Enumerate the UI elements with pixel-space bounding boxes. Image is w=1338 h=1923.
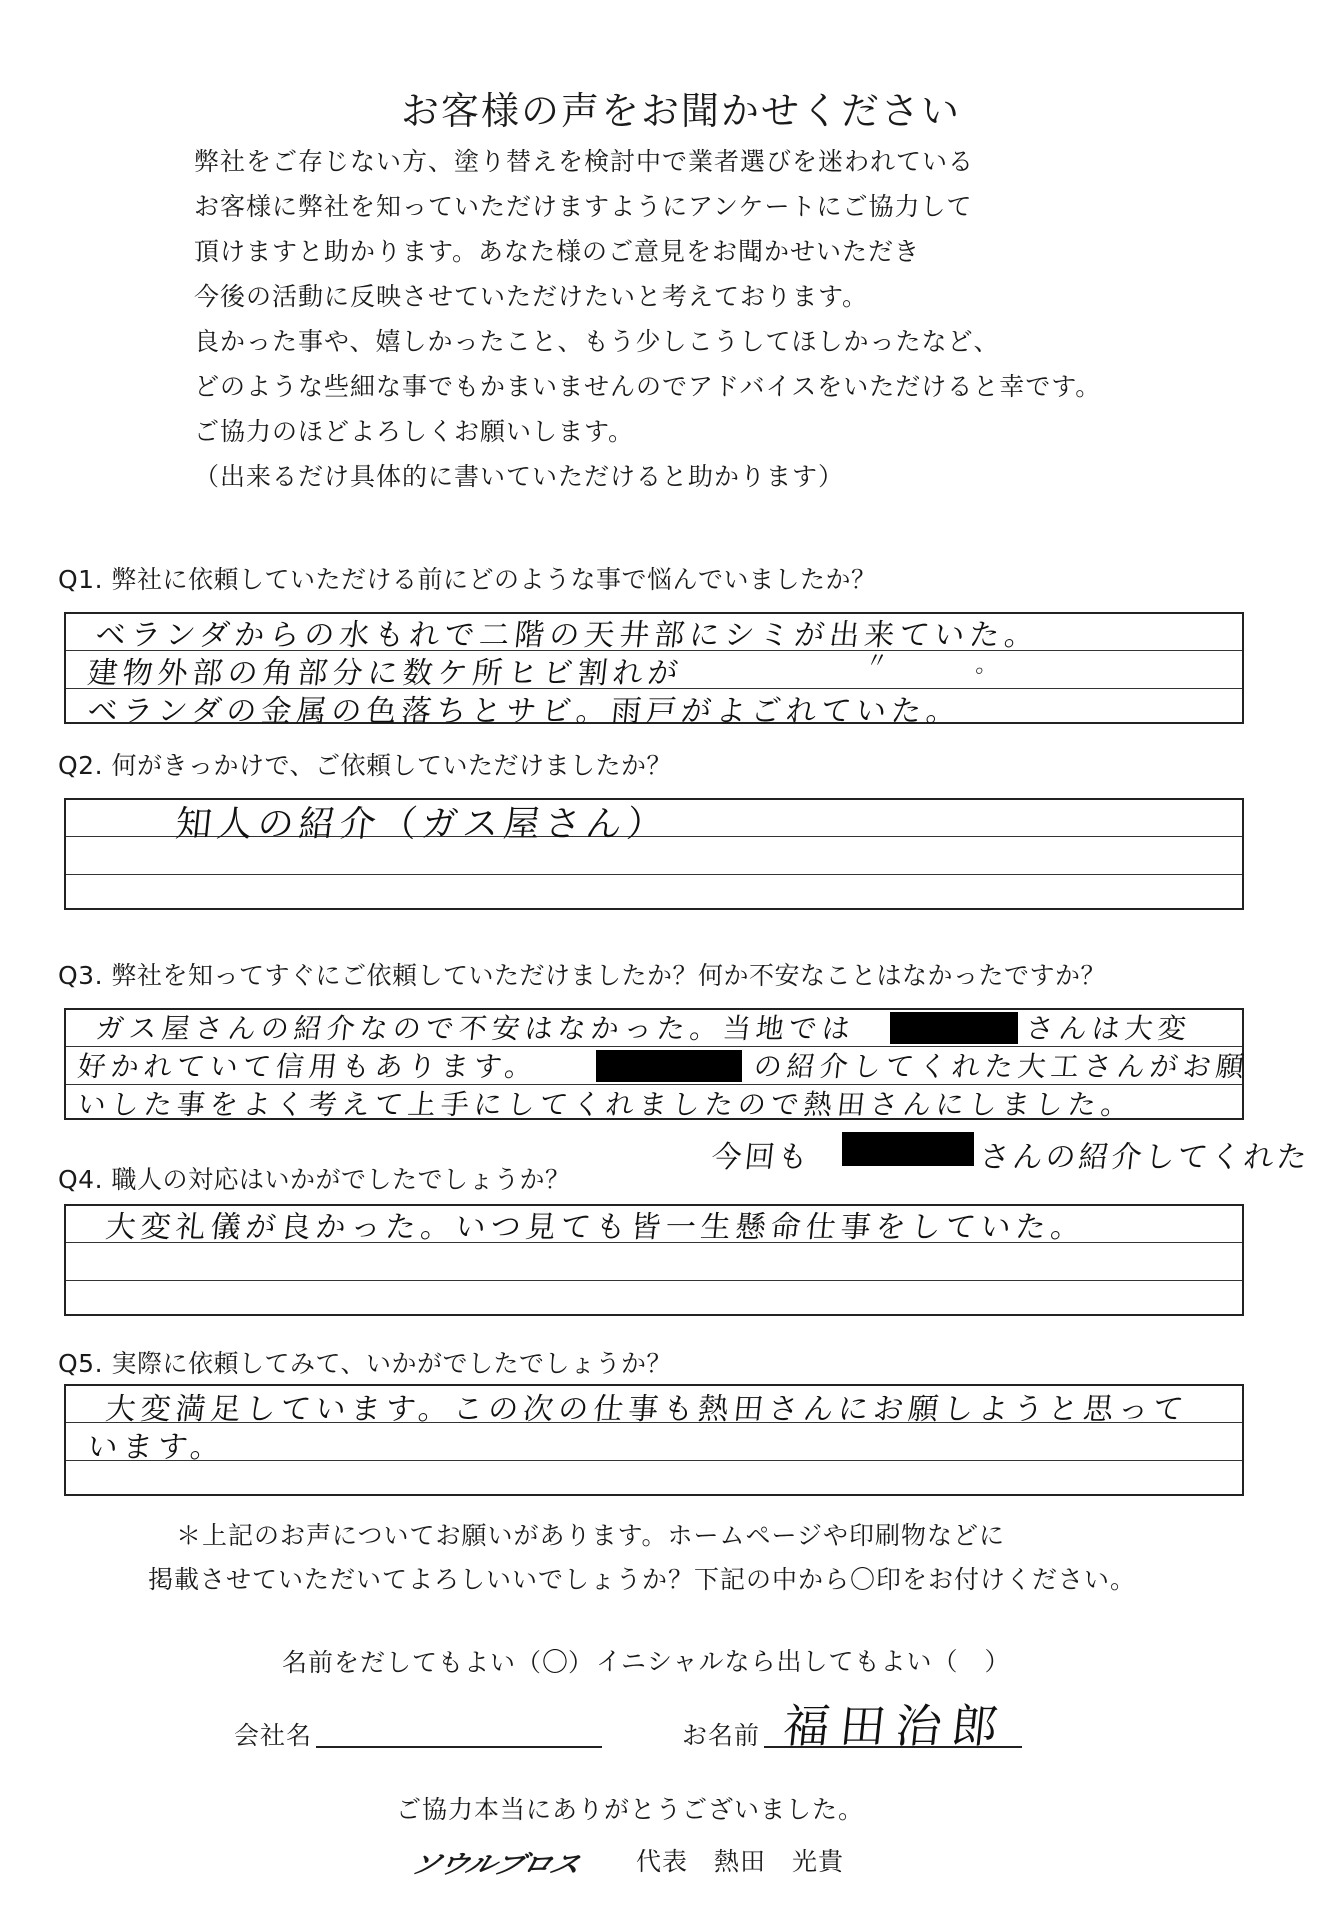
- redaction-bar: [890, 1012, 1018, 1044]
- name-label: お名前: [682, 1721, 761, 1750]
- intro-line: （出来るだけ具体的に書いていただけると助かります）: [194, 462, 845, 491]
- representative: 代表 熱田 光貴: [636, 1847, 845, 1876]
- handwritten-answer: 大変礼儀が良かった。いつ見ても皆一生懸命仕事をしていた。: [103, 1210, 1088, 1245]
- handwritten-answer: ベランダの金属の色落ちとサビ。雨戸がよごれていた。: [85, 694, 963, 729]
- intro-line: ご協力のほどよろしくお願いします。: [194, 417, 635, 446]
- intro-line: 頂けますと助かります。あなた様のご意見をお聞かせいただき: [194, 237, 921, 266]
- page-title: お客様の声をお聞かせください: [400, 89, 961, 133]
- redaction-bar: [842, 1132, 974, 1166]
- intro-line: 良かった事や、嬉しかったこと、もう少しこうしてほしかったなど、: [194, 327, 1000, 356]
- intro-line: お客様に弊社を知っていただけますようにアンケートにご協力して: [194, 192, 973, 221]
- intro-line: どのような些細な事でもかまいませんのでアドバイスをいただけると幸です。: [194, 372, 1102, 401]
- handwritten-answer: いした事をよく考えて上手にしてくれましたので熱田さんにしました。: [76, 1088, 1136, 1121]
- company-logo: ソウルブロス: [406, 1850, 583, 1880]
- consent-name-label: 名前をだしてもよい（: [282, 1648, 543, 1677]
- answer-box-q2: [64, 798, 1244, 910]
- handwritten-mark: 。: [974, 653, 1005, 678]
- handwritten-answer: さんは大変: [1024, 1012, 1193, 1045]
- answer-rule: [66, 1280, 1242, 1281]
- answer-box-q5: [64, 1384, 1244, 1496]
- handwritten-answer: います。: [85, 1430, 228, 1465]
- publication-notice: ＊上記のお声についてお願いがあります。ホームページや印刷物などに: [176, 1521, 1006, 1550]
- consent-name-close: ）: [568, 1648, 595, 1677]
- circle-mark: 〇: [542, 1648, 569, 1678]
- handwritten-answer: 建物外部の角部分に数ケ所ヒビ割れが: [85, 656, 685, 691]
- question-4-label: Q4. 職人の対応はいかがでしたでしょうか？: [58, 1165, 571, 1194]
- closing-message: ご協力本当にありがとうございました。: [396, 1795, 865, 1824]
- handwritten-insert: さんの紹介してくれた: [977, 1140, 1312, 1175]
- handwritten-answer: 知人の紹介（ガス屋さん）: [173, 804, 670, 845]
- answer-rule: [66, 1460, 1242, 1461]
- company-label: 会社名: [234, 1721, 313, 1750]
- survey-sheet: [36, 52, 1326, 1912]
- handwritten-answer: の紹介してくれた大工さんがお願: [752, 1050, 1251, 1083]
- publication-notice: 掲載させていただいてよろしいいでしょうか？下記の中から〇印をお付けください。: [148, 1565, 1137, 1594]
- handwritten-answer: 好かれていて信用もあります。: [76, 1050, 540, 1083]
- question-2-label: Q2. 何がきっかけで、ご依頼していただけましたか？: [58, 751, 672, 780]
- handwritten-answer: ガス屋さんの紹介なので不安はなかった。当地では: [94, 1012, 857, 1045]
- answer-box-q1: [64, 612, 1244, 729]
- handwritten-insert: 今回も: [709, 1140, 813, 1175]
- consent-initial-option[interactable]: イニシャルなら出してもよい（ ）: [596, 1647, 1011, 1676]
- handwritten-name: 福田治郎: [780, 1699, 1011, 1753]
- question-3-label: Q3. 弊社を知ってすぐにご依頼していただけましたか？何か不安なことはなかったですか？: [58, 961, 1106, 990]
- question-5-label: Q5. 実際に依頼してみて、いかがでしたでしょうか？: [58, 1349, 672, 1378]
- company-field-line[interactable]: [316, 1746, 602, 1748]
- question-1-label: Q1. 弊社に依頼していただける前にどのような事で悩んでいましたか？: [58, 565, 877, 594]
- handwritten-answer: ベランダからの水もれで二階の天井部にシミが出来ていた。: [93, 618, 1042, 653]
- consent-name-option[interactable]: [282, 1642, 594, 1679]
- intro-line: 今後の活動に反映させていただけたいと考えております。: [194, 282, 869, 311]
- handwritten-mark: 〃: [864, 649, 895, 674]
- handwritten-answer: 大変満足しています。この次の仕事も熱田さんにお願しようと思って: [103, 1392, 1191, 1427]
- redaction-bar: [596, 1050, 742, 1082]
- answer-rule: [66, 874, 1242, 875]
- answer-box-q4: [64, 1204, 1244, 1316]
- answer-box-q3: [64, 1008, 1251, 1121]
- intro-line: 弊社をご存じない方、塗り替えを検討中で業者選びを迷われている: [194, 147, 975, 176]
